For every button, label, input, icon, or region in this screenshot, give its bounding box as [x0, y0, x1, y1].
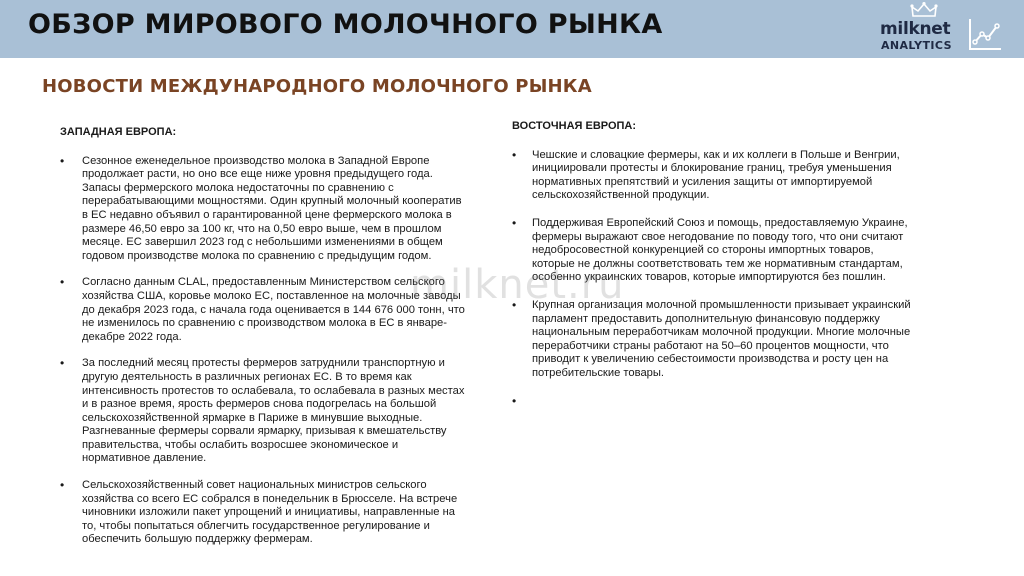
- western-europe-heading: ЗАПАДНАЯ ЕВРОПА:: [60, 126, 177, 138]
- logo-wordmark: milknet: [880, 19, 951, 39]
- section-title: НОВОСТИ МЕЖДУНАРОДНОГО МОЛОЧНОГО РЫНКА: [42, 76, 592, 97]
- line-chart-icon: [967, 16, 1003, 52]
- western-europe-list: [60, 155, 468, 547]
- list-item: • Сельскохозяйственный совет национальных министров сельского хозяйства со всего ЕС собрался в понедельник в Брюсселе. На встрече чиновники изложили пакет упрощений и инициативы, направленные на то, чтобы попытаться облегчить государственное регулирование и обеспечить большую поддержку фермерам.: [60, 479, 468, 547]
- list-item: • Сезонное еженедельное производство молока в Западной Европе продолжает расти, но оно все еще ниже уровня предыдущего года. Запасы фермерского молока недостаточны по сравнению с перерабатывающими мощностями. Один крупный молочный кооператив в ЕС недавно объявил о гарантированной цене фермерского молока в размере 46,50 евро за 100 кг, что на 0,50 евро выше, чем в прошлом месяце. ЕС завершил 2023 год с небольшими изменениями в общем годовом производстве молока по сравнению с предыдущим годом.: [60, 155, 468, 264]
- logo-subtitle: ANALYTICS: [881, 39, 952, 52]
- page-title: ОБЗОР МИРОВОГО МОЛОЧНОГО РЫНКА: [28, 9, 663, 40]
- eastern-europe-column: [512, 120, 912, 395]
- list-item: • За последний месяц протесты фермеров затруднили транспортную и другую деятельность в различных регионах ЕС. В то время как интенсивность протестов то ослабевала, то ослабевала в разных местах и в разное время, ярость фермеров снова подогрелась на большой сельскохозяйственной ярмарке в Париже в минувшие выходные. Разгневанные фермеры сорвали ярмарку, призывая к вмешательству правительства, чтобы ослабить возросшее экономическое и нормативное давление.: [60, 357, 468, 466]
- milknet-logo: [880, 2, 960, 56]
- list-item: • Согласно данным CLAL, предоставленным Министерством сельского хозяйства США, коровье молоко ЕС, поставленное на молочные заводы до декабря 2023 года, с начала года оценивается в 144 676 000 тонн, что не изменилось по сравнению с производством молока в ЕС в январе-декабре 2022 года.: [60, 276, 468, 344]
- watermark: milknet.ru: [410, 262, 625, 308]
- western-europe-column: [60, 126, 468, 560]
- crown-icon: [910, 2, 938, 18]
- list-item: • Поддерживая Европейский Союз и помощь, предоставляемую Украине, фермеры выражают свое негодование по поводу того, что они считают недобросовестной конкуренцией со стороны импортных товаров, которые не должны соответствовать тем же нормативным стандартам, особенно украинских товаров, которые импортируются без пошлин.: [512, 217, 912, 285]
- eastern-europe-heading: ВОСТОЧНАЯ ЕВРОПА:: [512, 120, 637, 132]
- list-item: • Чешские и словацкие фермеры, как и их коллеги в Польше и Венгрии, инициировали протесты и блокирование границ, требуя уменьшения нормативных препятствий и усиления защиты от импортируемой сельскохозяйственной продукции.: [512, 149, 912, 203]
- list-item: • Крупная организация молочной промышленности призывает украинский парламент предоставить дополнительную финансовую поддержку национальным переработчикам молочной продукции. Многие молочные переработчики страны работают на 50–60 процентов мощности, что приводит к увеличению себестоимости производства и росту цен на потребительские товары.: [512, 299, 912, 381]
